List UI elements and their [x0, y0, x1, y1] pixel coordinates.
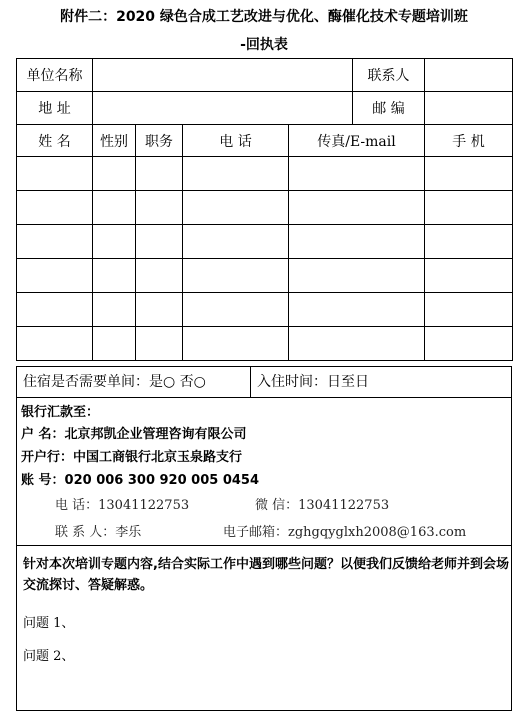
attendee-mobile-cell[interactable] — [425, 327, 513, 361]
unit-name-field[interactable] — [93, 59, 353, 92]
attendee-email-cell[interactable] — [289, 157, 425, 191]
attendee-name-cell[interactable] — [17, 327, 93, 361]
attendee-row — [17, 157, 513, 191]
unit-name-label: 单位名称 — [17, 59, 93, 92]
question-1[interactable]: 问题 1、 — [23, 616, 75, 631]
contact-phone: 电 话：13041122753 — [55, 498, 190, 513]
attendee-gender-cell[interactable] — [93, 259, 136, 293]
attendee-email-cell[interactable] — [289, 293, 425, 327]
attendee-mobile-cell[interactable] — [425, 259, 513, 293]
address-label: 地 址 — [17, 92, 93, 125]
header-mobile: 手 机 — [425, 125, 513, 157]
contact-email: 电子邮箱：zghgqyglxh2008@163.com — [223, 525, 467, 540]
attendee-name-cell[interactable] — [17, 191, 93, 225]
attendee-mobile-cell[interactable] — [425, 191, 513, 225]
attendee-gender-cell[interactable] — [93, 225, 136, 259]
attendee-name-cell[interactable] — [17, 157, 93, 191]
attendee-row — [17, 225, 513, 259]
address-field[interactable] — [93, 92, 353, 125]
contact-person-label: 联系人 — [353, 59, 425, 92]
header-fax-email: 传真/E-mail — [289, 125, 425, 157]
attendee-name-cell[interactable] — [17, 293, 93, 327]
contact-person: 联 系 人：李乐 — [55, 525, 142, 540]
postcode-label: 邮 编 — [353, 92, 425, 125]
address-row — [17, 92, 513, 125]
attendee-position-cell[interactable] — [136, 157, 183, 191]
bank-info-section — [16, 397, 512, 546]
attendee-position-cell[interactable] — [136, 293, 183, 327]
attendee-phone-cell[interactable] — [183, 293, 289, 327]
contact-wechat: 微 信：13041122753 — [255, 498, 390, 513]
attendee-position-cell[interactable] — [136, 259, 183, 293]
account-number: 账 号：020 006 300 920 005 0454 — [21, 473, 260, 488]
attendee-row — [17, 191, 513, 225]
attendee-row — [17, 327, 513, 361]
attendee-phone-cell[interactable] — [183, 327, 289, 361]
attendee-gender-cell[interactable] — [93, 191, 136, 225]
bank-name: 开户行：中国工商银行北京玉泉路支行 — [21, 450, 243, 465]
attendee-position-cell[interactable] — [136, 327, 183, 361]
attendee-phone-cell[interactable] — [183, 191, 289, 225]
attendee-phone-cell[interactable] — [183, 225, 289, 259]
attendee-name-cell[interactable] — [17, 259, 93, 293]
contact-person-field[interactable] — [425, 59, 513, 92]
question-2[interactable]: 问题 2、 — [23, 649, 75, 664]
bank-heading: 银行汇款至： — [21, 405, 100, 420]
account-name: 户 名：北京邦凯企业管理咨询有限公司 — [21, 427, 247, 442]
attendee-phone-cell[interactable] — [183, 259, 289, 293]
attendee-phone-cell[interactable] — [183, 157, 289, 191]
attendee-row — [17, 293, 513, 327]
title-line-1: 附件二：2020 绿色合成工艺改进与优化、酶催化技术专题培训班 — [60, 9, 468, 25]
questions-section — [16, 545, 512, 711]
lodging-divider — [250, 367, 251, 397]
attendee-mobile-cell[interactable] — [425, 225, 513, 259]
attendee-name-cell[interactable] — [17, 225, 93, 259]
attendee-gender-cell[interactable] — [93, 157, 136, 191]
lodging-section — [16, 366, 512, 398]
attendee-row — [17, 259, 513, 293]
attendee-email-cell[interactable] — [289, 191, 425, 225]
attendee-gender-cell[interactable] — [93, 327, 136, 361]
attendee-mobile-cell[interactable] — [425, 293, 513, 327]
attendee-email-cell[interactable] — [289, 259, 425, 293]
attendee-email-cell[interactable] — [289, 327, 425, 361]
attendee-mobile-cell[interactable] — [425, 157, 513, 191]
header-position: 职务 — [136, 125, 183, 157]
header-phone: 电 话 — [183, 125, 289, 157]
postcode-field[interactable] — [425, 92, 513, 125]
checkin-time[interactable]: 入住时间：日至日 — [257, 374, 369, 390]
attendee-header-row — [17, 125, 513, 157]
header-name: 姓 名 — [17, 125, 93, 157]
questions-prompt: 针对本次培训专题内容,结合实际工作中遇到哪些问题？以便我们反馈给老师并到会场交流探讨、答疑解惑。 — [23, 557, 509, 593]
title-line-2: -回执表 — [240, 37, 288, 53]
attendee-gender-cell[interactable] — [93, 293, 136, 327]
header-gender: 性别 — [93, 125, 136, 157]
registration-table — [16, 58, 513, 361]
attendee-position-cell[interactable] — [136, 191, 183, 225]
attendee-email-cell[interactable] — [289, 225, 425, 259]
attendee-position-cell[interactable] — [136, 225, 183, 259]
unit-row — [17, 59, 513, 92]
single-room-question[interactable]: 住宿是否需要单间：是○ 否○ — [23, 374, 206, 390]
